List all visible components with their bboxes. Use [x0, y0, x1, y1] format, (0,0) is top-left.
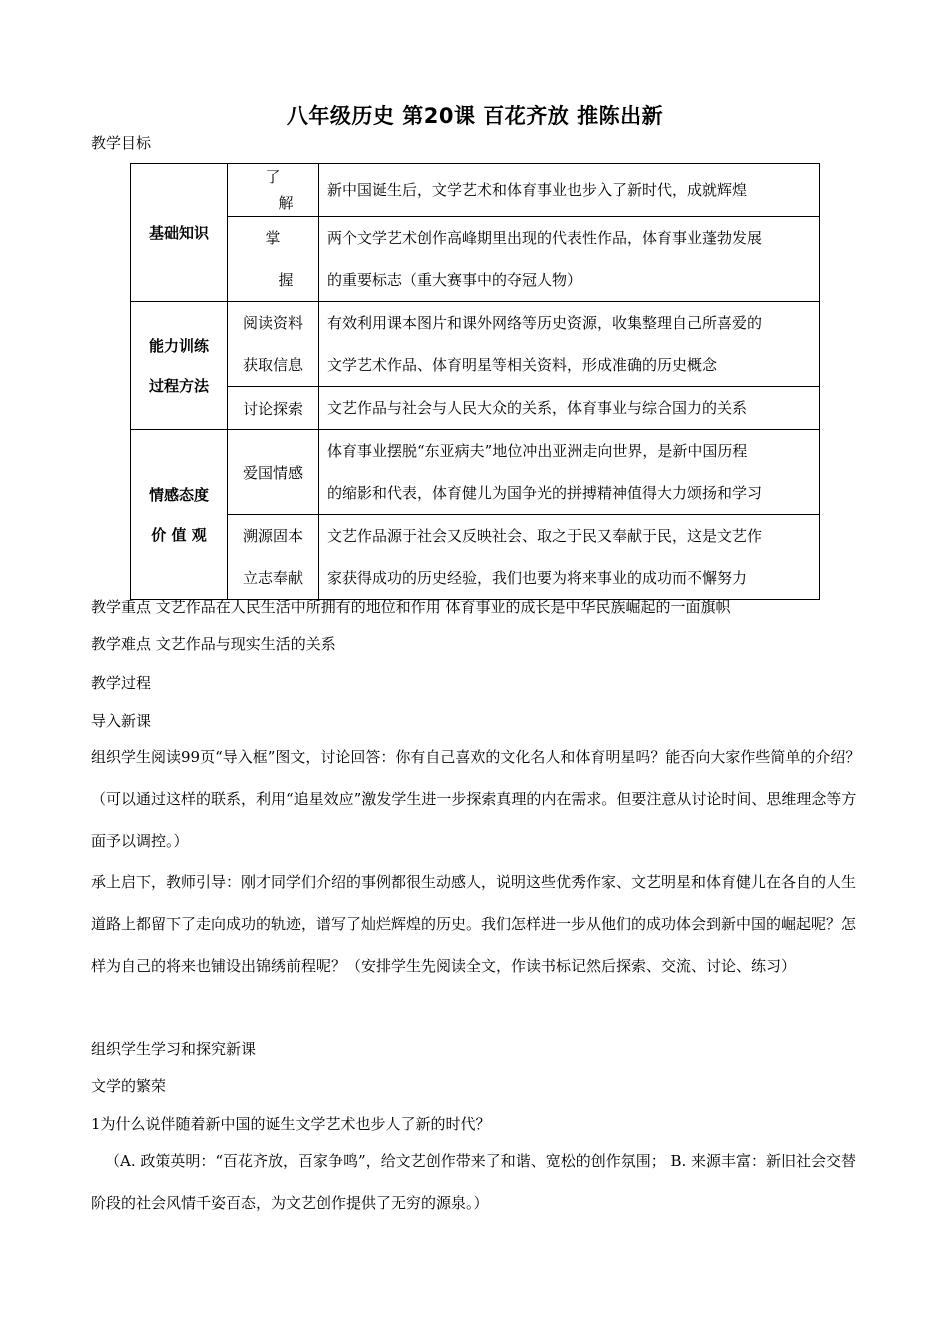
organize-heading: 组织学生学习和探究新课 [91, 1040, 257, 1058]
objectives-table [130, 163, 820, 600]
desc-read: 有效利用课本图片和课外网络等历史资源，收集整理自己所喜爱的 文学艺术作品、体育明星等相关资料，形成准确的历史概念 [319, 302, 820, 387]
literature-heading: 文学的繁荣 [91, 1077, 167, 1095]
category-emotion: 情感态度 价 值 观 [131, 430, 228, 600]
category-basic: 基础知识 [131, 164, 228, 302]
question-1: 1为什么说伴随着新中国的诞生文学艺术也步人了新的时代？ [91, 1115, 491, 1133]
desc-discuss: 文艺作品与社会与人民大众的关系，体育事业与综合国力的关系 [319, 387, 820, 430]
page-title: 八年级历史 第20课 百花齐放 推陈出新 [286, 104, 664, 128]
teaching-focus: 教学重点 文艺作品在人民生活中所拥有的地位和作用 体育事业的成长是中华民族崛起的一面旗帜 [91, 598, 731, 616]
answer-1: （A. 政策英明：“百花齐放，百家争鸣”，给文艺创作带来了和谐、宽松的创作氛围； B. 来源丰富：新旧社会交替阶段的社会风情千姿百态，为文艺创作提供了无穷的源泉。） [91, 1152, 857, 1212]
desc-origin: 文艺作品源于社会又反映社会、取之于民又奉献于民，这是文艺作 家获得成功的历史经验，我们也要为将来事业的成功而不懈努力 [319, 515, 820, 600]
table-row [131, 515, 820, 600]
objectives-heading: 教学目标 [91, 134, 152, 152]
table-row [131, 164, 820, 217]
sub-master: 掌 握 [228, 217, 319, 302]
sub-origin: 溯源固本 立志奉献 [228, 515, 319, 600]
teaching-process: 教学过程 [91, 674, 152, 692]
sub-read: 阅读资料 获取信息 [228, 302, 319, 387]
desc-patriot: 体育事业摆脱“东亚病夫”地位冲出亚洲走向世界，是新中国历程 的缩影和代表，体育健儿为国争光的拼搏精神值得大力颂扬和学习 [319, 430, 820, 515]
table-row [131, 430, 820, 515]
paragraph-intro: 组织学生阅读99页“导入框”图文，讨论回答：你有自己喜欢的文化名人和体育明星吗？能否向大家作些简单的介绍？（可以通过这样的联系，利用“追星效应”激发学生进一步探索真理的内在需求。但要注意从讨论时间、思维理念等方面予以调控。） [91, 748, 861, 850]
paragraph-transition: 承上启下，教师引导：刚才同学们介绍的事例都很生动感人，说明这些优秀作家、文艺明星和体育健儿在各自的人生道路上都留下了走向成功的轨迹，谱写了灿烂辉煌的历史。我们怎样进一步从他们的成功体会到新中国的崛起呢？怎样为自己的将来也铺设出锦绣前程呢？（安排学生先阅读全文，作读书标记然后探索、交流、讨论、练习） [91, 873, 857, 975]
sub-patriot: 爱国情感 [228, 430, 319, 515]
teaching-difficulty: 教学难点 文艺作品与现实生活的关系 [91, 635, 336, 653]
intro-heading: 导入新课 [91, 712, 152, 730]
category-ability: 能力训练 过程方法 [131, 302, 228, 430]
table-row [131, 217, 820, 302]
table-row [131, 302, 820, 387]
sub-understand: 了 解 [228, 164, 319, 217]
desc-master: 两个文学艺术创作高峰期里出现的代表性作品，体育事业蓬勃发展 的重要标志（重大赛事中的夺冠人物） [319, 217, 820, 302]
table-row [131, 387, 820, 430]
desc-understand: 新中国诞生后，文学艺术和体育事业也步入了新时代，成就辉煌 [319, 164, 820, 217]
sub-discuss: 讨论探索 [228, 387, 319, 430]
